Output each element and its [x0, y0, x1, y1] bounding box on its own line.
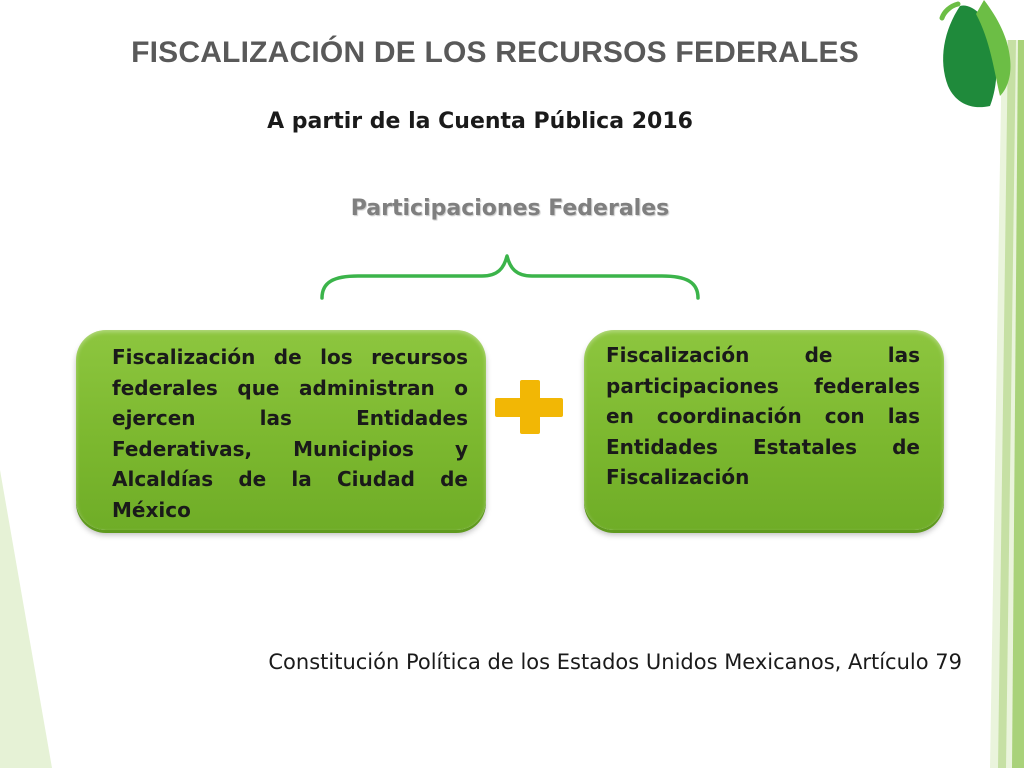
left-wedge-shape — [0, 470, 52, 768]
slide-title: FISCALIZACIÓN DE LOS RECURSOS FEDERALES — [131, 36, 859, 69]
footer-citation: Constitución Política de los Estados Unidos Mexicanos, Artículo 79 — [268, 650, 962, 674]
curly-brace-shape — [322, 256, 698, 298]
right-green-box — [584, 330, 944, 530]
right-box-text: Fiscalización de las participaciones federales en coordinación con las Entidades Estatales de Fiscalización — [606, 343, 920, 489]
plus-icon — [495, 380, 563, 434]
left-green-box — [76, 330, 486, 530]
left-box-text: Fiscalización de los recursos federales que administran o ejercen las Entidades Federativas, Municipios y Alcaldías de la Ciudad de México — [112, 345, 468, 522]
section-heading: Participaciones Federales — [350, 196, 670, 221]
slide-subtitle: A partir de la Cuenta Pública 2016 — [267, 109, 693, 134]
